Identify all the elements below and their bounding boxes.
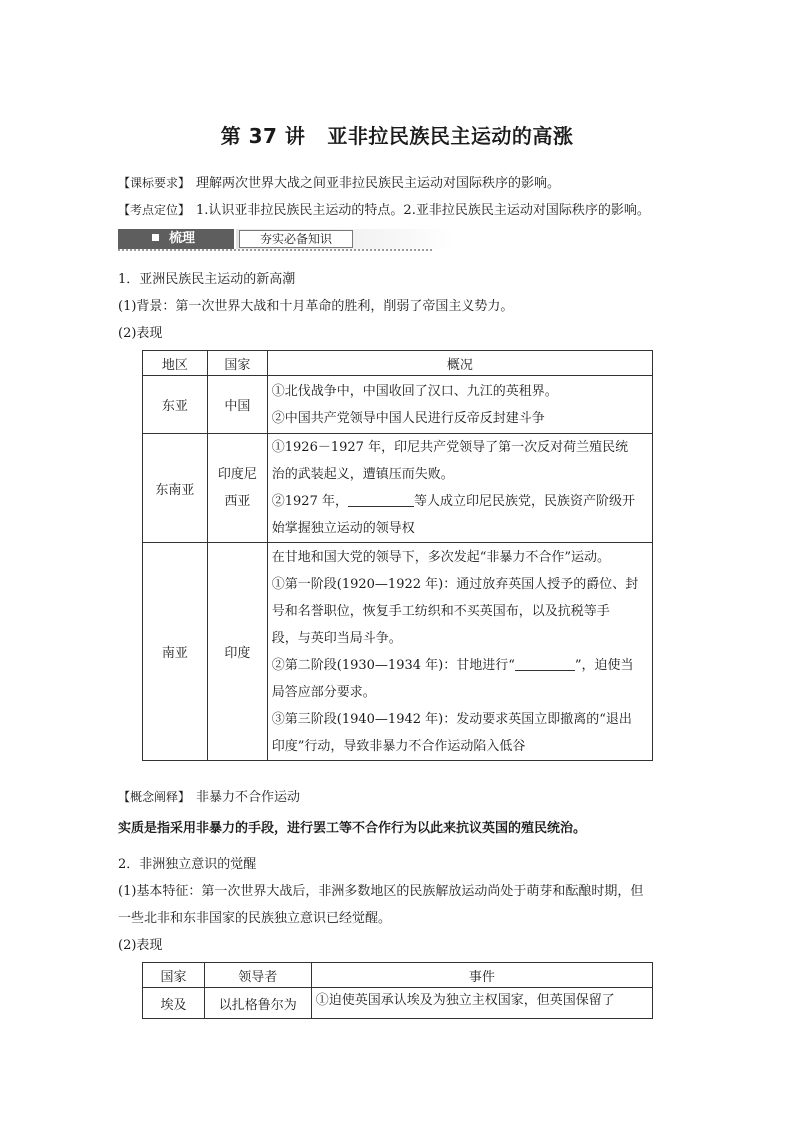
overview-line: 始掌握独立运动的领导权	[271, 521, 415, 536]
curriculum-text: 理解两次世界大战之间亚非拉民族民主运动对国际秩序的影响。	[196, 176, 561, 191]
row-overview	[267, 434, 652, 543]
header-country: 国家	[207, 351, 267, 376]
lesson-number: 第 37 讲	[220, 124, 306, 148]
overview-line: ①1926－1927 年，印尼共产党领导了第一次反对荷兰殖民统	[271, 440, 629, 455]
overview-line: ②中国共产党领导中国人民进行反帝反封建斗争	[271, 410, 545, 426]
header-leader: 领导者	[204, 963, 311, 988]
table-header-row	[143, 351, 653, 376]
exam-points	[118, 201, 650, 220]
overview-text: ②第二阶段(1930—1934 年)：甘地进行“	[271, 657, 515, 673]
overview-line: 局答应部分要求。	[271, 684, 376, 700]
section1-background: (1)背景：第一次世界大战和十月革命的胜利，削弱了帝国主义势力。	[118, 299, 514, 314]
table-row	[143, 434, 653, 543]
banner-label	[118, 229, 234, 249]
section-banner	[118, 229, 432, 251]
concept-tag: 【概念阐释】	[118, 790, 191, 804]
section2-basic-line1: (1)基本特征：第一次世界大战后，非洲多数地区的民族解放运动尚处于萌芽和酝酿时期，但	[118, 884, 644, 899]
africa-awakening-table	[142, 962, 653, 1019]
overview-line: 在甘地和国大党的领导下，多次发起“非暴力不合作”运动。	[271, 549, 611, 565]
row-country: 埃及	[143, 988, 205, 1019]
overview-line: ①第一阶段(1920—1922 年)：通过放弃英国人授予的爵位、封	[271, 576, 639, 592]
country-line: 印度尼	[217, 467, 257, 482]
header-country: 国家	[143, 963, 205, 988]
row-region: 东南亚	[143, 434, 208, 543]
row-leader: 以扎格鲁尔为	[204, 988, 311, 1019]
overview-text: 等人成立印尼民族党，民族资产阶级开	[413, 494, 635, 509]
concept-term: 非暴力不合作运动	[196, 790, 301, 805]
table-row	[143, 543, 653, 761]
row-country: 中国	[207, 376, 267, 434]
row-overview	[267, 543, 652, 761]
fill-in-blank[interactable]	[515, 657, 575, 671]
exam-points-text: 1.认识亚非拉民族民主运动的特点。2.亚非拉民族民主运动对国际秩序的影响。	[196, 203, 650, 218]
row-region: 南亚	[143, 543, 208, 761]
row-country	[207, 434, 267, 543]
section2-heading: 2．非洲独立意识的觉醒	[118, 857, 257, 872]
overview-line	[272, 488, 648, 515]
curriculum-requirement	[118, 174, 560, 193]
row-event: ①迫使英国承认埃及为独立主权国家，但英国保留了	[311, 988, 652, 1019]
table-row	[143, 988, 653, 1019]
overview-line: 号和名誉职位，恢复手工纺织和不买英国布，以及抗税等手	[271, 603, 610, 619]
header-event: 事件	[311, 963, 652, 988]
banner-label-text: 梳理	[169, 231, 196, 246]
overview-text: ②1927 年，	[271, 494, 348, 509]
row-region: 东亚	[143, 376, 208, 434]
section1-heading: 1．亚洲民族民主运动的新高潮	[118, 272, 296, 287]
header-overview: 概况	[267, 351, 652, 376]
section2-basic-line2: 一些北非和东非国家的民族独立意识已经觉醒。	[118, 911, 392, 926]
overview-line	[272, 652, 648, 679]
section2-performance: (2)表现	[118, 938, 163, 953]
overview-line: 印度”行动，导致非暴力不合作运动陷入低谷	[271, 738, 526, 754]
concept-text: 实质是指采用非暴力的手段，进行罢工等不合作行为以此来抗议英国的殖民统治。	[118, 821, 587, 836]
country-line: 西亚	[224, 494, 251, 509]
curriculum-tag: 【课标要求】	[118, 176, 191, 190]
table-row	[143, 376, 653, 434]
header-region: 地区	[143, 351, 208, 376]
table-header-row	[143, 963, 653, 988]
fill-in-blank[interactable]	[348, 493, 414, 507]
overview-line: ③第三阶段(1940—1942 年)：发动要求英国立即撤离的“退出	[271, 711, 632, 727]
overview-line: ①北伐战争中，中国收回了汉口、九江的英租界。	[271, 383, 558, 399]
exam-points-tag: 【考点定位】	[118, 203, 191, 217]
concept-explanation	[118, 788, 300, 807]
banner-dotted-rule	[118, 249, 432, 251]
row-country: 印度	[207, 543, 267, 761]
lesson-title: 亚非拉民族民主运动的高涨	[327, 124, 574, 148]
asia-movement-table	[142, 350, 653, 761]
square-bullet-icon	[152, 234, 159, 241]
banner-box: 夯实必备知识	[239, 230, 353, 248]
overview-line: 段，与英印当局斗争。	[271, 630, 402, 646]
overview-line: 治的武装起义，遭镇压而失败。	[271, 467, 454, 482]
page-title	[0, 120, 794, 149]
row-overview	[267, 376, 652, 434]
section1-performance: (2)表现	[118, 326, 163, 341]
overview-text: ”，迫使当	[574, 657, 634, 673]
